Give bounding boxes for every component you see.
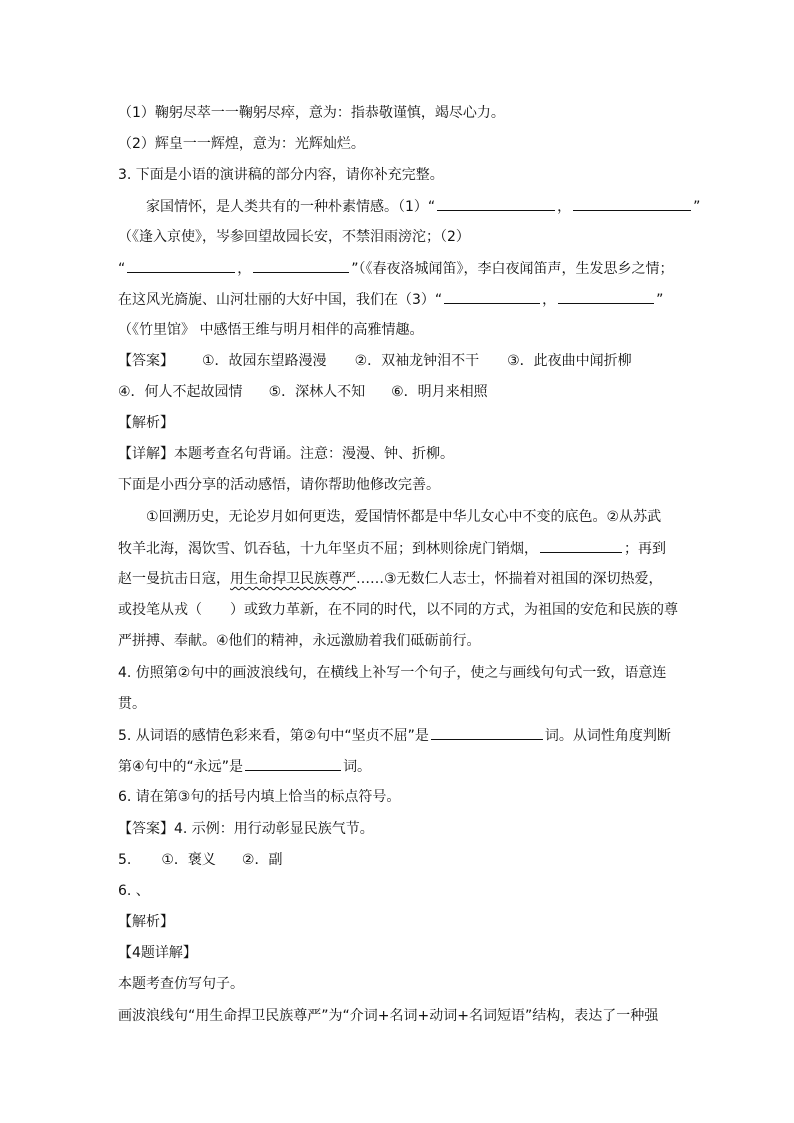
text-run: 5. 从词语的感情色彩来看，第②句中“坚贞不屈”是 xyxy=(118,728,429,744)
answer-line xyxy=(118,849,282,871)
wavy-underlined-sentence: 用生命捍卫民族尊严 xyxy=(230,571,356,587)
text-run: ， xyxy=(542,292,557,308)
text-run: 在这风光旖旎、山河壮丽的大好中国，我们在（3）“ xyxy=(118,292,443,308)
fill-blank-2b[interactable] xyxy=(253,257,349,273)
detail-line: 本题考查仿写句子。 xyxy=(118,976,244,992)
analysis-label: 【解析】 xyxy=(118,914,174,930)
text-run: 第④句中的“永远”是 xyxy=(118,759,244,775)
text-run: （《春夜洛城闻笛》，李白夜闻笛声，生发思乡之情； xyxy=(358,261,674,277)
fill-blank-5b[interactable] xyxy=(245,755,341,771)
passage-line: 或投笔从戎（ ）或致力革新，在不同的时代，以不同的方式，为祖国的安危和民族的尊 xyxy=(118,602,678,618)
q3-paragraph-line: （《逢入京使》，岑参回望故园长安，不禁泪雨滂沱；（2） xyxy=(118,229,470,245)
intro-line: 下面是小西分享的活动感悟，请你帮助他修改完善。 xyxy=(118,477,440,493)
text-run: ， xyxy=(557,199,572,215)
text-run: 词。从词性角度判断 xyxy=(544,728,671,744)
question-3-stem: 3. 下面是小语的演讲稿的部分内容，请你补充完整。 xyxy=(118,167,444,183)
question-5-line xyxy=(118,724,671,746)
text-run: ” xyxy=(351,261,359,277)
answer-item: ②．副 xyxy=(241,852,283,868)
detail-line: 【详解】本题考查名句背诵。注意：漫漫、钟、折柳。 xyxy=(118,446,454,462)
answer-item: ③．此夜曲中闻折柳 xyxy=(507,353,632,369)
question-4-line: 贯。 xyxy=(118,696,146,712)
q3-paragraph-line xyxy=(118,288,663,310)
detail-line: 画波浪线句“用生命捍卫民族尊严”为“介词+名词+动词+名词短语”结构，表达了一种强 xyxy=(118,1008,659,1024)
text-run: 词。 xyxy=(343,759,372,775)
q3-paragraph-line xyxy=(146,195,700,217)
answer-line: 6. 、 xyxy=(118,883,150,899)
text-run: ” xyxy=(693,199,701,215)
answer-line xyxy=(118,381,488,403)
answer-label: 【答案】 xyxy=(118,353,174,369)
fill-blank-3b[interactable] xyxy=(558,288,654,304)
passage-line: ①回溯历史，无论岁月如何更迭，爱国情怀都是中华儿女心中不变的底色。②从苏武 xyxy=(146,509,662,525)
answer-item: ⑥．明月来相照 xyxy=(391,384,488,400)
detail-heading: 【4题详解】 xyxy=(118,945,197,961)
question-4-line: 4. 仿照第②句中的画波浪线句，在横线上补写一个句子，使之与画线句句式一致，语意连 xyxy=(118,665,667,681)
fill-blank-1b[interactable] xyxy=(573,195,691,211)
passage-line: 严拼搏、奉献。④他们的精神，永远激励着我们砥砺前行。 xyxy=(118,633,481,649)
fill-blank-1a[interactable] xyxy=(437,195,555,211)
text-run: 5. xyxy=(118,852,132,868)
question-5-line xyxy=(118,755,371,777)
answer-item: ②．双袖龙钟泪不干 xyxy=(354,353,480,369)
question-6-line: 6. 请在第③句的括号内填上恰当的标点符号。 xyxy=(118,789,401,805)
answer-line: 【答案】4. 示例：用行动彰显民族气节。 xyxy=(118,821,374,837)
text-run: ， xyxy=(237,261,252,277)
answer-item: ⑤．深林人不知 xyxy=(268,384,366,400)
answer-item: ①．褒义 xyxy=(161,852,216,868)
answer-item: ①．故园东望路漫漫 xyxy=(202,353,327,369)
text-run: ……③无数仁人志士，怀揣着对祖国的深切热爱， xyxy=(356,571,663,587)
text-line: （1）鞠躬尽萃一一鞠躬尽瘁，意为：指恭敬谨慎，竭尽心力。 xyxy=(118,105,505,121)
fill-blank-2a[interactable] xyxy=(127,257,235,273)
text-line: （2）辉皇一一辉煌，意为：光辉灿烂。 xyxy=(118,136,365,152)
text-run: ” xyxy=(656,292,664,308)
q3-paragraph-line: （《竹里馆》 中感悟王维与明月相伴的高雅情趣。 xyxy=(118,322,424,338)
text-run: ；再到 xyxy=(624,541,666,557)
text-run: 牧羊北海，渴饮雪、饥吞毡，十九年坚贞不屈；到林则徐虎门销烟， xyxy=(118,541,538,557)
text-run: 赵一曼抗击日寇， xyxy=(118,571,230,587)
answer-line xyxy=(118,350,632,372)
passage-line xyxy=(118,537,666,559)
text-run: 家国情怀，是人类共有的一种朴素情感。（1）“ xyxy=(146,199,436,215)
fill-blank-4[interactable] xyxy=(540,537,622,553)
fill-blank-3a[interactable] xyxy=(444,288,540,304)
q3-paragraph-line xyxy=(118,257,674,279)
analysis-label: 【解析】 xyxy=(118,415,174,431)
fill-blank-5a[interactable] xyxy=(431,724,543,740)
text-run: “ xyxy=(118,261,126,277)
passage-line xyxy=(118,568,663,590)
answer-item: ④．何人不起故园情 xyxy=(118,384,243,400)
